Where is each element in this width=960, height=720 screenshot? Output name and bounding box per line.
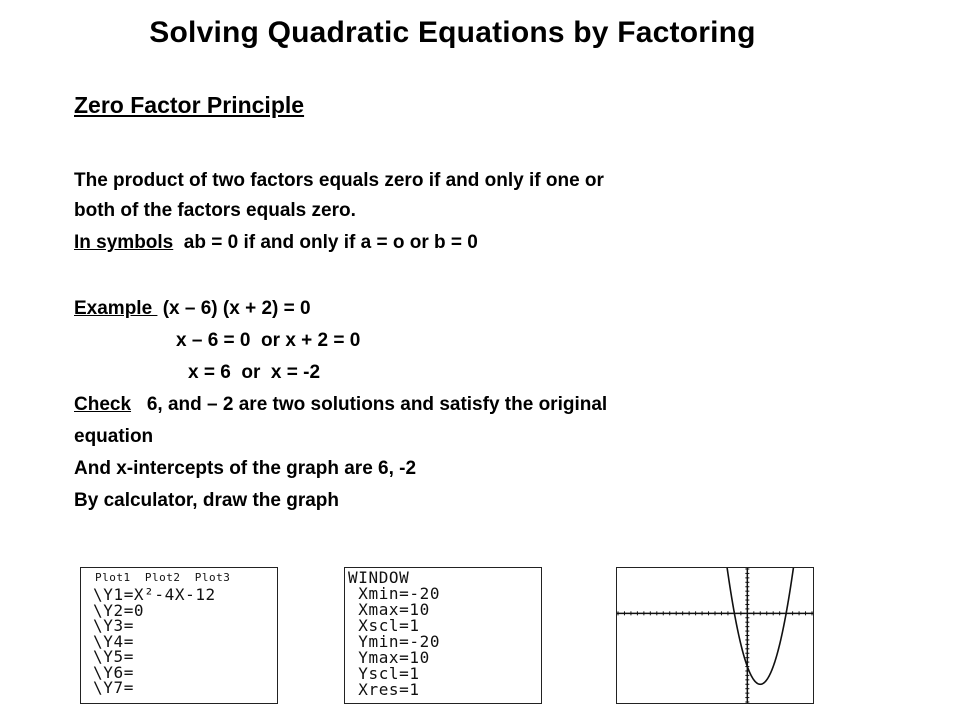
window-screen	[344, 567, 542, 704]
window-setting: Xmin=-20	[348, 584, 441, 603]
y-editor-screen	[80, 567, 278, 704]
window-title: WINDOW	[348, 568, 410, 587]
y-editor-row: \Y4=	[93, 631, 134, 651]
y-editor-row: \Y2=0	[93, 600, 145, 620]
check-label: Check	[74, 394, 132, 415]
graph-screen	[616, 567, 814, 704]
example-equation: (x – 6) (x + 2) = 0	[157, 298, 311, 319]
window-setting: Ymax=10	[348, 648, 430, 667]
y-editor-row: \Y3=	[93, 616, 134, 635]
example-step-2: x = 6 or x = -2	[188, 362, 321, 383]
section-heading: Zero Factor Principle	[74, 92, 305, 118]
window-setting: Ymin=-20	[348, 632, 441, 651]
window-setting: Xmax=10	[348, 600, 430, 619]
page-title: Solving Quadratic Equations by Factoring	[149, 16, 756, 49]
example-label: Example	[74, 298, 158, 319]
parabola-curve	[726, 568, 794, 684]
calculator-line: By calculator, draw the graph	[74, 490, 340, 511]
y-editor-row: \Y7=	[93, 678, 134, 697]
symbols-text: ab = 0 if and only if a = o or b = 0	[173, 232, 478, 253]
check-text: 6, and – 2 are two solutions and satisfy the original	[131, 394, 608, 415]
y-editor-row: \Y5=	[93, 647, 134, 666]
window-setting: Yscl=1	[348, 664, 420, 683]
symbols-line	[74, 232, 478, 254]
y-editor-row: \Y6=	[93, 662, 134, 682]
window-setting: Xscl=1	[348, 616, 420, 635]
principle-line-2: both of the factors equals zero.	[74, 200, 356, 221]
principle-line-1: The product of two factors equals zero if and only if one or	[74, 170, 604, 191]
example-step-1: x – 6 = 0 or x + 2 = 0	[176, 330, 361, 351]
check-continuation: equation	[74, 426, 154, 447]
y-editor-row: \Y1=X²-4X-12	[93, 585, 216, 604]
check-line	[74, 394, 607, 416]
graph-plot	[617, 568, 813, 703]
window-setting: Xres=1	[348, 680, 420, 699]
symbols-label: In symbols	[74, 232, 174, 253]
example-line	[74, 298, 311, 320]
plot-bar: Plot1 Plot2 Plot3	[95, 571, 231, 584]
intercepts-line: And x-intercepts of the graph are 6, -2	[74, 458, 417, 479]
